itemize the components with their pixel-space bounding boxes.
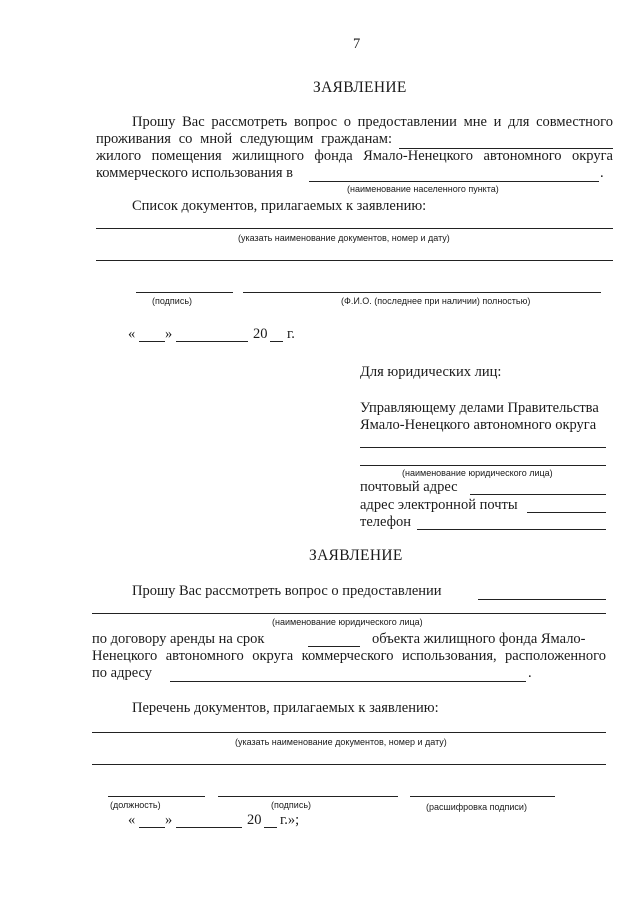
form1-line1: Прошу Вас рассмотреть вопрос о предоставлении мне и для совместного xyxy=(132,114,613,130)
phone-label: телефон xyxy=(360,514,412,530)
decoding-field-line[interactable] xyxy=(410,796,555,797)
form2-line2a: по договору аренды на срок xyxy=(92,631,265,647)
form1-line3: жилого помещения жилищного фонда Ямало-Ненецкого автономного округа xyxy=(96,148,613,164)
signature-caption: (подпись) xyxy=(152,296,193,306)
date-month-field[interactable] xyxy=(176,341,248,342)
fio-field-line[interactable] xyxy=(243,292,601,293)
form2-list-label: Перечень документов, прилагаемых к заявлению: xyxy=(132,700,439,716)
form2-entity-caption: (наименование юридического лица) xyxy=(272,617,423,627)
date-close-quote: » xyxy=(165,326,173,342)
fio-caption: (Ф.И.О. (последнее при наличии) полностью) xyxy=(341,296,531,306)
page-number: 7 xyxy=(353,36,361,52)
date-year-prefix: 20 xyxy=(253,326,268,342)
entity-name-field-line-b[interactable] xyxy=(92,613,606,614)
form2-date-day-field[interactable] xyxy=(139,827,165,828)
form1-line2: проживания со мной следующим гражданам: xyxy=(96,131,392,147)
position-field-line[interactable] xyxy=(108,796,205,797)
signature-field-line[interactable] xyxy=(136,292,233,293)
date-open-quote: « xyxy=(128,326,136,342)
form2-title: ЗАЯВЛЕНИЕ xyxy=(309,547,403,564)
form2-line4-end: . xyxy=(528,665,532,681)
entity-name-field-line-a[interactable] xyxy=(478,599,606,600)
form2-line3: Ненецкого автономного округа коммерческого использования, расположенного xyxy=(92,648,606,664)
date-year-field[interactable] xyxy=(270,341,283,342)
form2-line2b: объекта жилищного фонда Ямало- xyxy=(372,631,586,647)
form2-line1: Прошу Вас рассмотреть вопрос о предоставлении xyxy=(132,583,442,599)
date-day-field[interactable] xyxy=(139,341,165,342)
email-label: адрес электронной почты xyxy=(360,497,518,513)
form2-documents-line-1[interactable] xyxy=(92,732,606,733)
form2-date-year-field[interactable] xyxy=(264,827,277,828)
form2-date-month-field[interactable] xyxy=(176,827,242,828)
documents-field-line-2[interactable] xyxy=(96,260,613,261)
address-field-line[interactable] xyxy=(170,681,526,682)
documents-field-line-1[interactable] xyxy=(96,228,613,229)
form2-signature-caption: (подпись) xyxy=(271,800,312,810)
form2-documents-line-2[interactable] xyxy=(92,764,606,765)
entity-field-line-2[interactable] xyxy=(360,465,606,466)
form1-line4: коммерческого использования в xyxy=(96,165,294,181)
form2-date-year-prefix: 20 xyxy=(247,812,262,828)
phone-field-line[interactable] xyxy=(417,529,606,530)
addressee-line-1: Управляющему делами Правительства xyxy=(360,400,599,416)
settlement-caption: (наименование населенного пункта) xyxy=(347,184,499,194)
entity-field-line-1[interactable] xyxy=(360,447,606,448)
form1-line4-end: . xyxy=(600,165,604,181)
postal-field-line[interactable] xyxy=(470,494,606,495)
documents-caption: (указать наименование документов, номер и дату) xyxy=(238,233,450,243)
form2-line4: по адресу xyxy=(92,665,152,681)
form1-title: ЗАЯВЛЕНИЕ xyxy=(313,79,407,96)
lease-term-field[interactable] xyxy=(308,646,360,647)
legal-for-label: Для юридических лиц: xyxy=(360,364,502,380)
decoding-caption: (расшифровка подписи) xyxy=(426,802,527,812)
date-year-suffix: г. xyxy=(287,326,295,342)
settlement-field-line[interactable] xyxy=(309,181,599,182)
documents-label: Список документов, прилагаемых к заявлению: xyxy=(132,198,427,214)
position-caption: (должность) xyxy=(110,800,161,810)
entity-caption: (наименование юридического лица) xyxy=(402,468,553,478)
form2-documents-caption: (указать наименование документов, номер и дату) xyxy=(235,737,447,747)
postal-label: почтовый адрес xyxy=(360,479,458,495)
email-field-line[interactable] xyxy=(527,512,606,513)
addressee-line-2: Ямало-Ненецкого автономного округа xyxy=(360,417,597,433)
form2-signature-field-line[interactable] xyxy=(218,796,398,797)
form2-date-open-quote: « xyxy=(128,812,136,828)
form2-date-year-suffix: г.»; xyxy=(280,812,300,828)
form2-date-close-quote: » xyxy=(165,812,173,828)
